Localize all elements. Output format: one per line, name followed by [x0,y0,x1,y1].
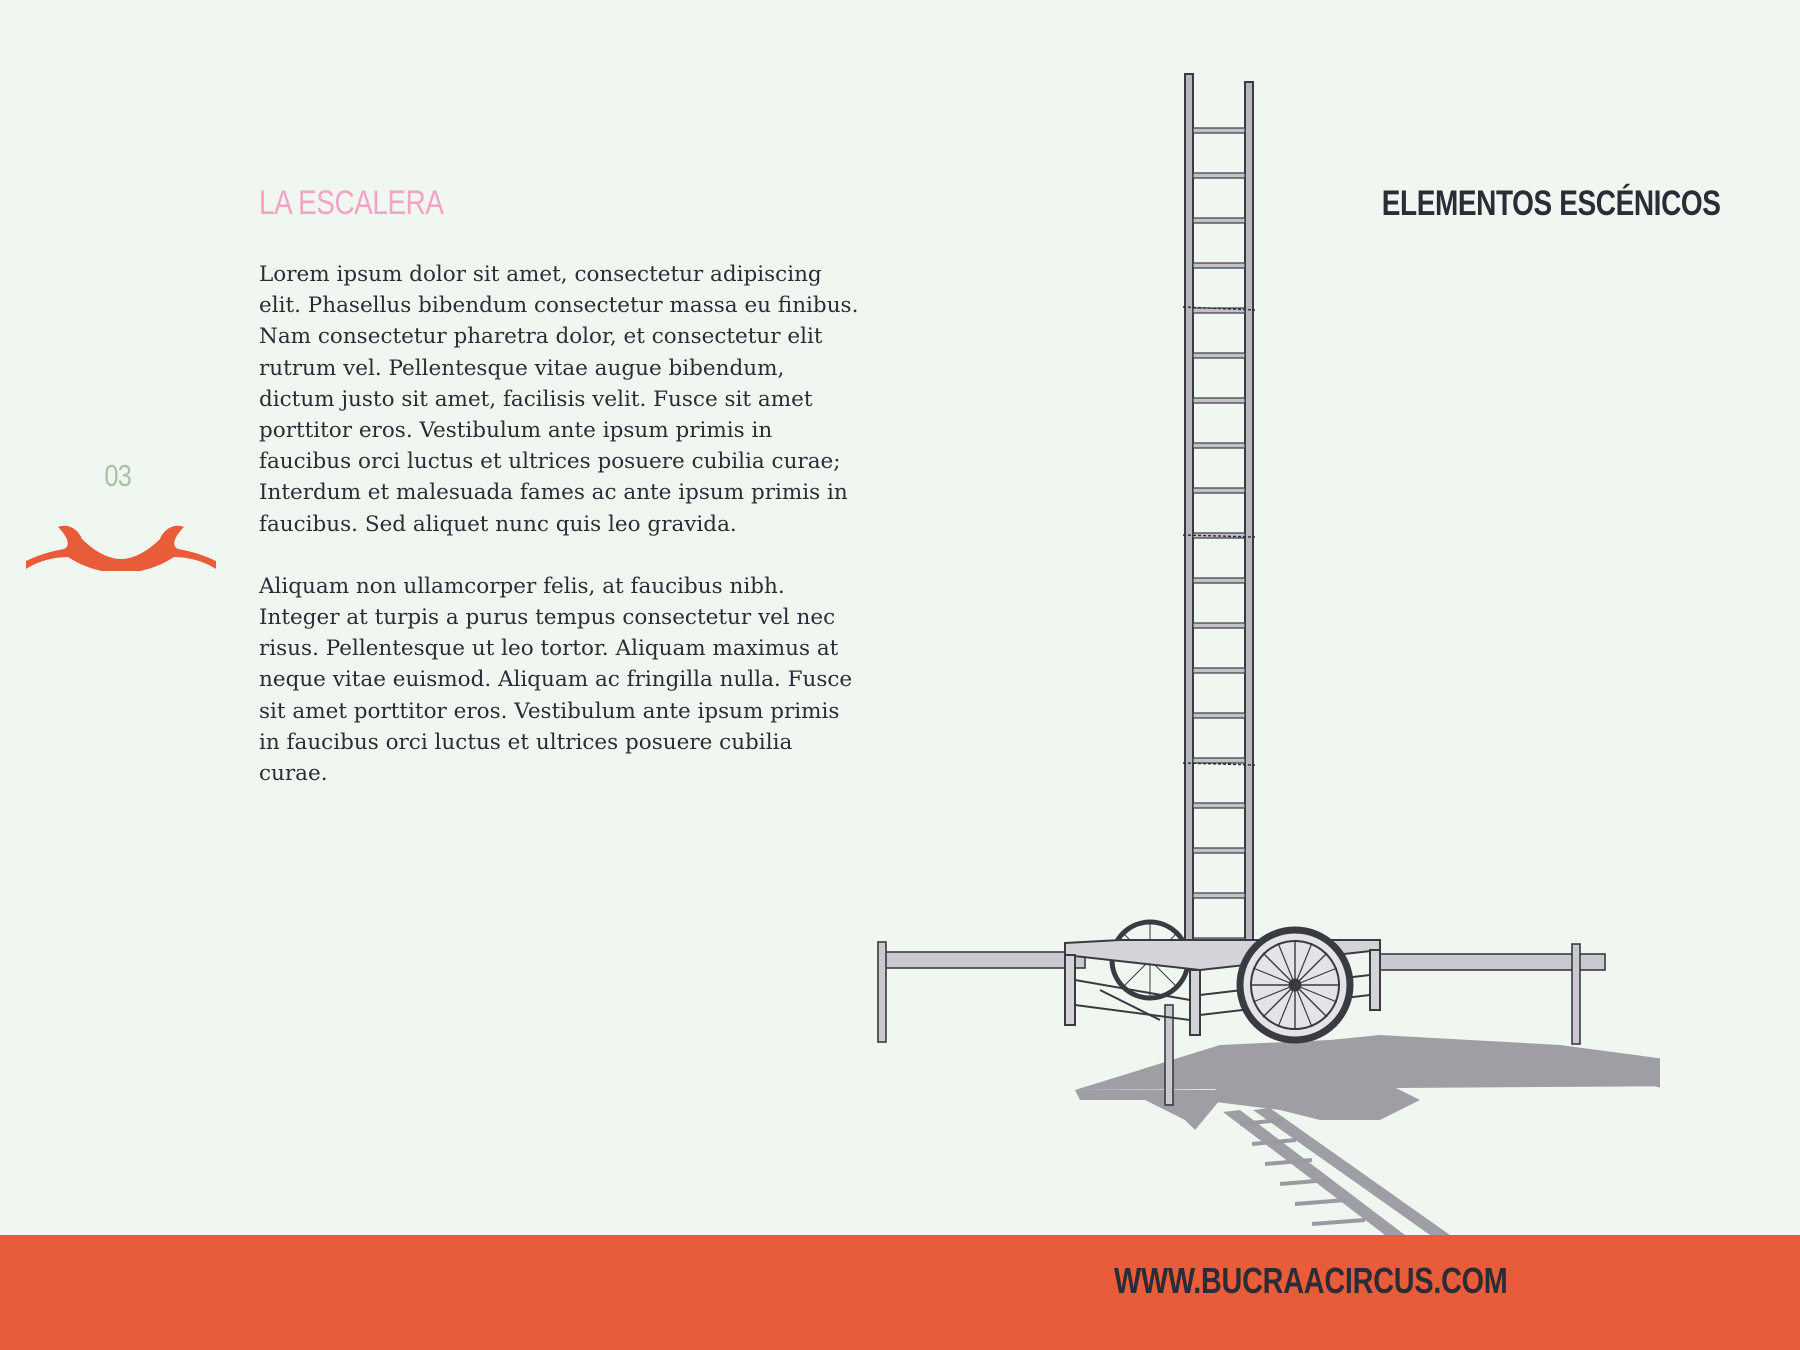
ladder-rails [1185,74,1253,954]
section-title: LA ESCALERA [259,184,444,222]
footer-bar [0,1235,1800,1350]
bracket-ornament-icon [24,515,218,571]
paragraph: Lorem ipsum dolor sit amet, consectetur adipiscing elit. Phasellus bibendum consectetur massa eu finibus. Nam consectetur pharetra dolor, et consectetur elit rutrum vel. Pellentesque vitae augue bibendum, dictum justo sit amet, facilisis velit. Fusce sit amet porttitor eros. Vestibulum ante ipsum primis in faucibus orci luctus et ultrices posuere cubilia curae; Interdum et malesuada fames ac ante ipsum primis in faucibus. Sed aliquet nunc quis leo gravida. [259,262,859,537]
front-wheel [1240,930,1350,1040]
section-number: 03 [104,458,132,493]
paragraph: Aliquam non ullamcorper felis, at faucibus nibh. Integer at turpis a purus tempus consectetur vel nec risus. Pellentesque ut leo tortor. Aliquam maximus at neque vitae euismod. Aliquam ac fringilla nulla. Fusce sit amet porttitor eros. Vestibulum ante ipsum primis in faucibus orci luctus et ultrices posuere cubilia curae. [259,573,853,787]
ground-shadow [1075,1035,1660,1235]
body-text [259,259,859,820]
website-link[interactable]: WWW.BUCRAACIRCUS.COM [1114,1260,1508,1301]
page-header-title: ELEMENTOS ESCÉNICOS [1382,184,1721,223]
ladder-on-wheeled-cart-icon [860,60,1660,1235]
